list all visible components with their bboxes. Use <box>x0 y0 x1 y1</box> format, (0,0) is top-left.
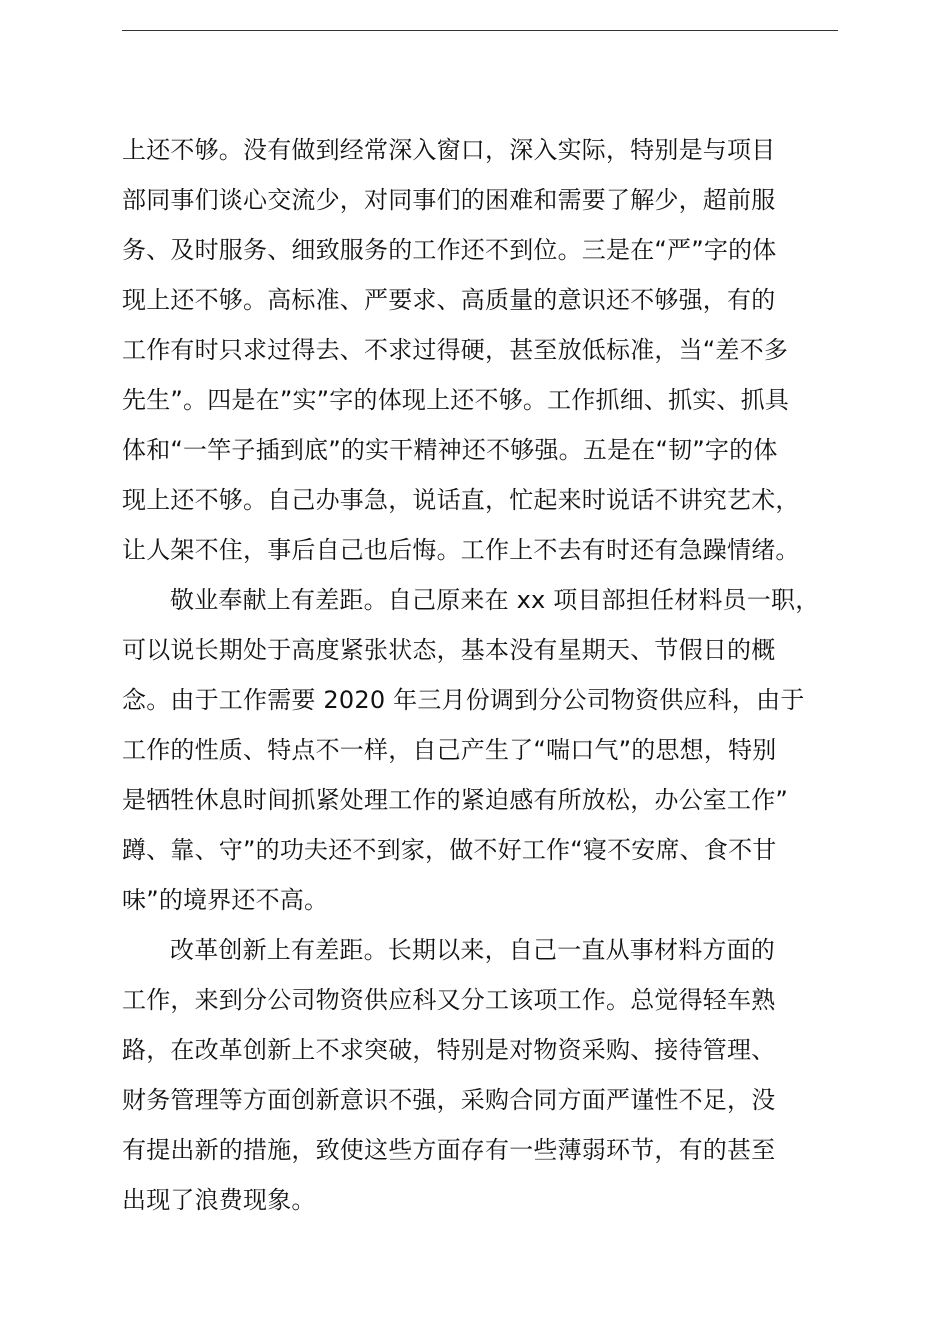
header-rule <box>122 30 838 31</box>
text-line: 有提出新的措施，致使这些方面存有一些薄弱环节，有的甚至 <box>122 1136 776 1164</box>
text-line: 财务管理等方面创新意识不强，采购合同方面严谨性不足，没 <box>122 1086 776 1114</box>
text-line: 先生”。四是在”实”字的体现上还不够。工作抓细、抓实、抓具 <box>122 386 790 414</box>
document-body <box>122 125 838 1225</box>
text-line: 工作，来到分公司物资供应科又分工该项工作。总觉得轻车熟 <box>122 986 776 1014</box>
text-line: 部同事们谈心交流少，对同事们的困难和需要了解少，超前服 <box>122 186 776 214</box>
paragraph-start-line: 改革创新上有差距。长期以来，自己一直从事材料方面的 <box>170 936 775 964</box>
text-line: 可以说长期处于高度紧张状态，基本没有星期天、节假日的概 <box>122 636 776 664</box>
text-line: 出现了浪费现象。 <box>122 1186 316 1214</box>
text-line: 工作的性质、特点不一样，自己产生了“喘口气”的思想，特别 <box>122 736 777 764</box>
paragraph-start-line: 敬业奉献上有差距。自己原来在 xx 项目部担任材料员一职， <box>170 586 820 614</box>
text-line: 路，在改革创新上不求突破，特别是对物资采购、接待管理、 <box>122 1036 776 1064</box>
text-line: 上还不够。没有做到经常深入窗口，深入实际，特别是与项目 <box>122 136 776 164</box>
text-line: 现上还不够。自己办事急，说话直，忙起来时说话不讲究艺术， <box>122 486 800 514</box>
text-line: 蹲、靠、守”的功夫还不到家，做不好工作“寝不安席、食不甘 <box>122 836 777 864</box>
text-line: 体和“一竿子插到底”的实干精神还不够强。五是在“韧”字的体 <box>122 436 778 464</box>
text-line: 味”的境界还不高。 <box>122 886 329 914</box>
text-line: 工作有时只求过得去、不求过得硬，甚至放低标准，当“差不多 <box>122 336 789 364</box>
text-line: 是牺牲休息时间抓紧处理工作的紧迫感有所放松，办公室工作” <box>122 786 789 814</box>
text-line: 务、及时服务、细致服务的工作还不到位。三是在“严”字的体 <box>122 236 777 264</box>
text-line: 现上还不够。高标准、严要求、高质量的意识还不够强，有的 <box>122 286 776 314</box>
text-line: 念。由于工作需要 2020 年三月份调到分公司物资供应科，由于 <box>122 686 805 714</box>
text-line: 让人架不住，事后自己也后悔。工作上不去有时还有急躁情绪。 <box>122 536 800 564</box>
